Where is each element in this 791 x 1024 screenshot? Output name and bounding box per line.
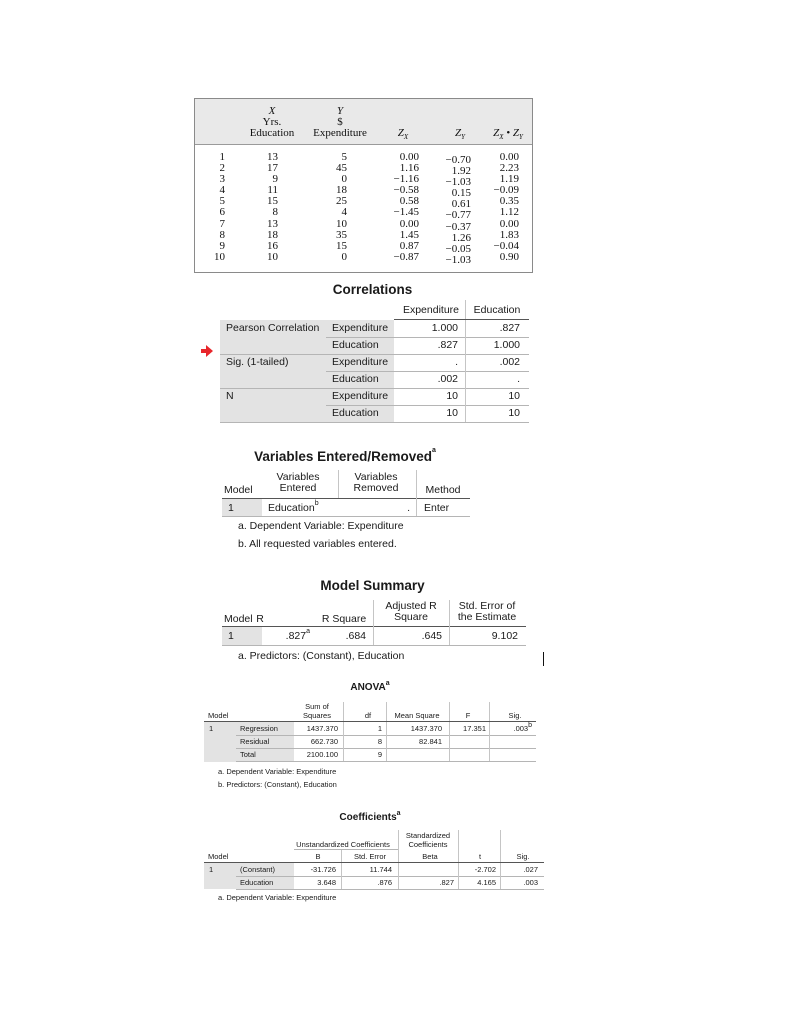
anova-ms: 1437.370 bbox=[410, 724, 442, 733]
ve-entered: Education bbox=[268, 502, 315, 514]
z-zxzy-cell: 1.83 bbox=[499, 228, 519, 241]
coef-h-b: B bbox=[315, 852, 321, 861]
coef-h-beta: Beta bbox=[422, 852, 438, 861]
z-y-cell: 0 bbox=[341, 250, 347, 263]
corr-row-var: Education bbox=[332, 407, 379, 419]
anova-df: 9 bbox=[377, 750, 382, 759]
n-label: N bbox=[226, 390, 234, 402]
z-zy-cell: −1.03 bbox=[445, 253, 471, 266]
z-zy-cell: 0.15 bbox=[451, 187, 471, 200]
ms-se: 9.102 bbox=[491, 630, 518, 642]
coef-h-model: Model bbox=[208, 852, 229, 861]
model-summary-section: Model Summary Model R R Square Adjusted R Square Std. Error of the Estimate 1 .827$^a$ .684 .645 9.102 a. Predictors: (Constant), Education bbox=[0, 0, 791, 670]
z-zx-cell: −0.87 bbox=[393, 250, 419, 263]
anova-ss: 662.730 bbox=[310, 737, 338, 746]
anova-h-sig: Sig. bbox=[508, 711, 522, 720]
coef-note-a: a. Dependent Variable: Expenditure bbox=[218, 893, 337, 902]
z-y-cell: 18 bbox=[336, 184, 347, 197]
x-symbol: X bbox=[268, 105, 276, 117]
ve-removed: . bbox=[407, 502, 410, 514]
z-x-cell: 18 bbox=[267, 228, 278, 241]
ve-note-a: a. Dependent Variable: Expenditure bbox=[238, 520, 404, 532]
coef-h-sig: Sig. bbox=[516, 852, 530, 861]
zy-header: $Z_Y$ bbox=[454, 127, 466, 142]
anova-section: ANOVA$^a$ Sum of Squares Model df Mean Square F Sig. 1 Regression 1437.370 1 1437.370 17.351 .003$^b$ Residual 662.730 8 82.841 Total 2100.100 9 a. Dependent Variable: Expenditure b. Predictors: (Constant), Education bbox=[0, 0, 791, 800]
z-zy-cell: 0.61 bbox=[451, 198, 471, 211]
z-y-cell: 5 bbox=[341, 151, 347, 163]
ms-h-se-2: the Estimate bbox=[457, 611, 517, 623]
h-method: Method bbox=[425, 484, 461, 496]
coef-b: 3.648 bbox=[317, 878, 336, 887]
z-x-cell: 10 bbox=[267, 250, 278, 263]
variables-entered-title: Variables Entered/Removed bbox=[254, 449, 432, 464]
corr-n-value: 10 bbox=[446, 407, 458, 419]
corr-row-var: Expenditure bbox=[332, 322, 389, 334]
z-y-cell: 45 bbox=[336, 162, 347, 175]
h-model: Model bbox=[224, 484, 253, 496]
coef-se: .876 bbox=[377, 878, 392, 887]
anova-h-ss-2: Squares bbox=[303, 711, 331, 720]
z-y-cell: 35 bbox=[336, 228, 347, 241]
z-zy-cell: −0.37 bbox=[445, 220, 471, 233]
anova-h-model: Model bbox=[208, 711, 229, 720]
x-header-line2: Education bbox=[249, 127, 295, 139]
y-header-line1: $ bbox=[337, 116, 343, 128]
anova-note-a: a. Dependent Variable: Expenditure bbox=[218, 767, 337, 776]
ms-adj: .645 bbox=[421, 630, 442, 642]
z-zy-cell: −0.77 bbox=[445, 209, 471, 222]
ms-rsq: .684 bbox=[345, 630, 366, 642]
anova-row-label: Regression bbox=[240, 724, 278, 733]
coef-t: 4.165 bbox=[477, 878, 496, 887]
coef-beta: .827 bbox=[439, 878, 454, 887]
correlations-title: Correlations bbox=[332, 282, 413, 297]
coef-row-label: Education bbox=[240, 878, 274, 887]
coef-h-se: Std. Error bbox=[353, 852, 387, 861]
anova-note-b: b. Predictors: (Constant), Education bbox=[218, 780, 337, 789]
anova-title: ANOVA bbox=[350, 682, 386, 693]
corr-n-value: 10 bbox=[446, 390, 458, 402]
z-x-cell: 9 bbox=[272, 173, 278, 186]
coef-model: 1 bbox=[209, 865, 214, 874]
coef-sig: .027 bbox=[523, 865, 538, 874]
corr-sig-value: . bbox=[517, 373, 520, 385]
z-zx-cell: 0.87 bbox=[399, 239, 419, 252]
ms-h-se-1: Std. Error of bbox=[458, 600, 516, 612]
ms-h-r: R bbox=[256, 613, 264, 625]
anova-h-ss-1: Sum of bbox=[305, 702, 329, 711]
z-zx-cell: 0.58 bbox=[399, 195, 419, 208]
z-zxzy-cell: −0.04 bbox=[493, 239, 519, 252]
z-zxzy-cell: 0.90 bbox=[499, 250, 519, 263]
h-entered-1: Variables bbox=[276, 471, 320, 483]
anova-sig: .003 bbox=[513, 724, 529, 733]
corr-row-var: Education bbox=[332, 373, 379, 385]
corr-sig-value: . bbox=[455, 356, 458, 368]
coef-t: -2.702 bbox=[474, 865, 496, 874]
h-removed-2: Removed bbox=[353, 482, 399, 494]
ms-note-a: a. Predictors: (Constant), Education bbox=[238, 650, 405, 662]
z-y-cell: 0 bbox=[341, 173, 347, 186]
zxzy-header: $Z_X$ • $Z_Y$ bbox=[493, 127, 523, 142]
z-zxzy-cell: 0.00 bbox=[499, 151, 519, 163]
zx-header: $Z_X$ bbox=[397, 127, 409, 142]
y-header-line2: Expenditure bbox=[313, 127, 367, 139]
z-zx-cell: −1.16 bbox=[393, 173, 419, 186]
corr-pearson-value: 1.000 bbox=[431, 322, 458, 334]
variables-entered-title-sup: a bbox=[431, 447, 436, 454]
z-zxzy-cell: 0.00 bbox=[499, 217, 519, 230]
anova-row-label: Total bbox=[240, 750, 256, 759]
corr-row-var: Expenditure bbox=[332, 356, 389, 368]
ve-model: 1 bbox=[228, 502, 234, 514]
coef-h-std-2: Coefficients bbox=[408, 840, 448, 849]
col-header-education: Education bbox=[473, 304, 521, 316]
ms-h-model: Model bbox=[224, 613, 253, 625]
z-zxzy-cell: 1.12 bbox=[499, 206, 519, 219]
z-zx-cell: 0.00 bbox=[399, 151, 419, 163]
z-zxzy-cell: 0.35 bbox=[499, 195, 519, 208]
anova-row-label: Residual bbox=[240, 737, 270, 746]
z-n-cell: 1 bbox=[219, 151, 225, 163]
anova-h-f: F bbox=[465, 711, 471, 720]
corr-row-var: Education bbox=[332, 339, 379, 351]
x-header-line1: Yrs. bbox=[262, 116, 282, 128]
anova-sig-cell: .003$^b$ bbox=[513, 722, 532, 733]
z-y-cell: 4 bbox=[341, 206, 347, 219]
z-n-cell: 4 bbox=[219, 184, 225, 197]
z-zx-cell: 1.45 bbox=[399, 228, 419, 241]
ms-h-adj-2: Square bbox=[394, 611, 428, 623]
z-x-cell: 13 bbox=[267, 217, 278, 230]
coef-h-t: t bbox=[478, 852, 482, 861]
corr-row-var: Expenditure bbox=[332, 390, 389, 402]
variables-entered-section: Variables Entered/Removed$^a$ Variables Entered Variables Removed Model Method 1 Education$^b$ . Enter a. Dependent Variable: Expenditure b. All requested variables entered. bbox=[0, 0, 791, 560]
coefficients-title: Coefficients bbox=[339, 812, 397, 823]
z-x-cell: 13 bbox=[267, 151, 278, 163]
model-summary-title: Model Summary bbox=[320, 578, 425, 593]
anova-ss: 1437.370 bbox=[306, 724, 338, 733]
z-zxzy-cell: 1.19 bbox=[499, 173, 519, 186]
z-n-cell: 2 bbox=[219, 162, 225, 175]
z-n-cell: 10 bbox=[214, 250, 225, 263]
z-zy-cell: −0.05 bbox=[445, 242, 471, 255]
anova-ss: 2100.100 bbox=[306, 750, 338, 759]
anova-f: 17.351 bbox=[463, 724, 486, 733]
z-n-cell: 5 bbox=[219, 195, 225, 208]
z-zxzy-cell: −0.09 bbox=[493, 184, 519, 197]
corr-sig-value: .002 bbox=[437, 373, 458, 385]
coef-sig: .003 bbox=[523, 878, 538, 887]
z-y-cell: 10 bbox=[336, 217, 347, 230]
anova-df: 1 bbox=[377, 724, 382, 733]
y-symbol: Y bbox=[336, 105, 344, 117]
z-zx-cell: −1.45 bbox=[393, 206, 419, 219]
z-zy-cell: −0.70 bbox=[445, 154, 471, 166]
z-x-cell: 15 bbox=[267, 195, 278, 208]
coef-se: 11.744 bbox=[369, 865, 392, 874]
z-x-cell: 8 bbox=[272, 206, 278, 219]
z-zxzy-cell: 2.23 bbox=[499, 162, 519, 175]
ve-method: Enter bbox=[424, 502, 450, 514]
z-n-cell: 3 bbox=[219, 173, 225, 186]
pearson-label: Pearson Correlation bbox=[226, 322, 320, 334]
z-zx-cell: −0.58 bbox=[393, 184, 419, 197]
h-entered-2: Entered bbox=[279, 482, 317, 494]
col-header-expenditure: Expenditure bbox=[402, 304, 460, 316]
anova-h-ms: Mean Square bbox=[394, 711, 440, 720]
ms-h-adj-1: Adjusted R bbox=[385, 600, 437, 612]
z-n-cell: 7 bbox=[219, 217, 225, 230]
z-zx-cell: 1.16 bbox=[399, 162, 419, 175]
corr-pearson-value: .827 bbox=[499, 322, 520, 334]
ms-r: .827 bbox=[285, 630, 307, 642]
z-zy-cell: 1.92 bbox=[451, 165, 471, 178]
coef-row-label: (Constant) bbox=[240, 865, 276, 874]
ms-model: 1 bbox=[228, 630, 234, 642]
z-zy-cell: 1.26 bbox=[451, 231, 471, 244]
coef-b: -31.726 bbox=[310, 865, 336, 874]
sig-label: Sig. (1-tailed) bbox=[226, 356, 289, 368]
anova-ms: 82.841 bbox=[419, 737, 442, 746]
z-x-cell: 11 bbox=[267, 184, 278, 197]
corr-pearson-value: .827 bbox=[437, 339, 458, 351]
z-n-cell: 6 bbox=[219, 206, 225, 219]
coef-h-unstd: Unstandardized Coefficients bbox=[296, 840, 390, 849]
anova-df: 8 bbox=[377, 737, 382, 746]
ve-note-b: b. All requested variables entered. bbox=[238, 538, 397, 550]
corr-pearson-value: 1.000 bbox=[493, 339, 520, 351]
z-y-cell: 25 bbox=[336, 195, 347, 208]
z-x-cell: 17 bbox=[267, 162, 278, 175]
anova-h-df: df bbox=[364, 711, 372, 720]
anova-model: 1 bbox=[209, 724, 214, 733]
z-n-cell: 8 bbox=[219, 228, 225, 241]
corr-n-value: 10 bbox=[508, 390, 520, 402]
coefficients-section: Coefficients$^a$ Unstandardized Coefficients Standardized Coefficients Model B Std. Error Beta t Sig. 1 (Constant) -31.726 11.744 -2.702 .027 Education 3.648 .876 .827 4.165 .003 a. Dependent Variable: Expenditure bbox=[0, 0, 791, 910]
z-y-cell: 15 bbox=[336, 239, 347, 252]
h-removed-1: Variables bbox=[354, 471, 398, 483]
corr-sig-value: .002 bbox=[499, 356, 520, 368]
z-zx-cell: 0.00 bbox=[399, 217, 419, 230]
z-x-cell: 16 bbox=[267, 239, 278, 252]
z-zy-cell: −1.03 bbox=[445, 176, 471, 189]
coef-h-std-1: Standardized bbox=[405, 831, 451, 840]
corr-n-value: 10 bbox=[508, 407, 520, 419]
z-n-cell: 9 bbox=[219, 239, 225, 252]
ms-h-rsq: R Square bbox=[321, 613, 367, 625]
